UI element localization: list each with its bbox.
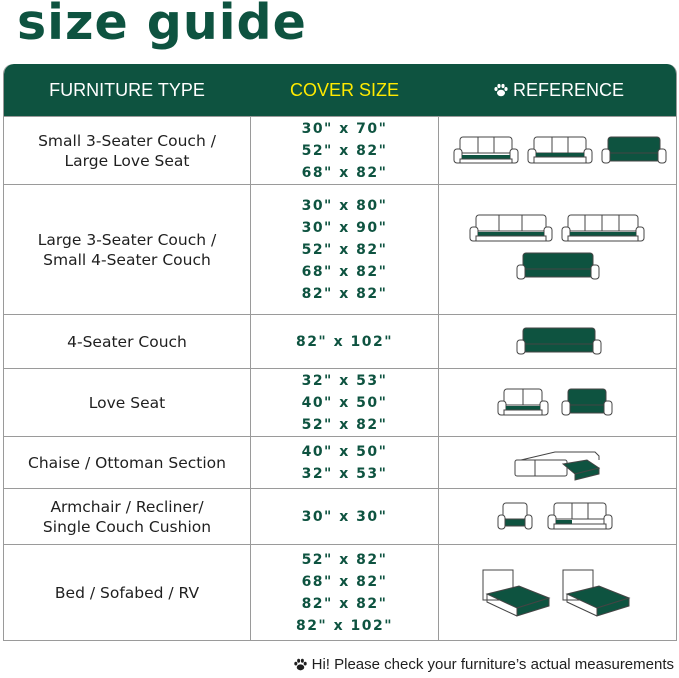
reference — [439, 489, 677, 544]
armchair-illustration — [494, 499, 624, 535]
size-value: 40" x 50" — [301, 443, 388, 460]
furniture-type-label: Love Seat — [88, 393, 166, 412]
table-row — [4, 184, 677, 314]
furniture-type — [4, 185, 250, 314]
furniture-type-label: Small 3-Seater Couch / Large Love Seat — [38, 131, 216, 170]
size-value: 30" x 80" — [301, 197, 388, 214]
sofa-illustration — [444, 205, 674, 295]
cover-size — [250, 117, 439, 184]
furniture-type — [4, 315, 250, 368]
size-value: 30" x 70" — [301, 120, 388, 137]
cover-size — [250, 545, 439, 641]
furniture-type — [4, 437, 250, 488]
sofa-illustration — [509, 324, 609, 360]
header-reference — [439, 64, 677, 116]
reference — [439, 315, 677, 368]
furniture-type-label: Chaise / Ottoman Section — [28, 453, 226, 472]
size-value: 32" x 53" — [301, 465, 388, 482]
size-value: 52" x 82" — [301, 241, 388, 258]
furniture-type-label: Bed / Sofabed / RV — [54, 584, 200, 602]
size-value: 30" x 90" — [301, 219, 388, 236]
table-row — [4, 436, 677, 488]
size-value: 30" x 30" — [301, 508, 388, 525]
furniture-type — [4, 489, 250, 544]
chaise-illustration — [509, 442, 609, 484]
header-furniture-type: FURNITURE TYPE — [49, 79, 205, 100]
size-value: 82" x 82" — [301, 285, 388, 302]
sofa-illustration — [444, 131, 674, 171]
size-value: 52" x 82" — [301, 416, 388, 433]
reference — [439, 437, 677, 488]
table-row — [4, 488, 677, 544]
size-value: 82" x 102" — [295, 618, 394, 634]
table-row — [4, 116, 677, 184]
size-value: 32" x 53" — [301, 372, 388, 389]
furniture-type-label: Large 3-Seater Couch / Small 4-Seater Couch — [37, 230, 217, 269]
cover-size — [250, 437, 439, 488]
furniture-type — [4, 545, 250, 641]
paw-icon — [493, 82, 509, 98]
page-title: size guide — [17, 0, 307, 51]
reference — [439, 545, 677, 641]
furniture-type — [4, 117, 250, 184]
reference — [439, 369, 677, 436]
reference — [439, 117, 677, 184]
footer-note — [293, 656, 674, 673]
size-value: 68" x 82" — [301, 263, 388, 280]
size-value: 68" x 82" — [301, 164, 388, 181]
cover-size — [250, 315, 439, 368]
loveseat-illustration — [494, 385, 624, 421]
size-value: 68" x 82" — [301, 574, 388, 590]
bed-illustration — [479, 566, 639, 620]
size-value: 82" x 102" — [295, 333, 394, 350]
paw-icon — [293, 657, 308, 672]
cover-size — [250, 489, 439, 544]
table-header — [4, 64, 677, 116]
footer-text: Hi! Please check your furniture’s actual measurements — [311, 656, 674, 673]
table-row — [4, 368, 677, 436]
furniture-type-label: 4-Seater Couch — [67, 332, 187, 351]
reference — [439, 185, 677, 314]
size-table — [3, 64, 677, 641]
header-reference-label: REFERENCE — [512, 79, 624, 100]
furniture-type — [4, 369, 250, 436]
cover-size — [250, 369, 439, 436]
table-row — [4, 314, 677, 368]
size-value: 82" x 82" — [301, 596, 388, 612]
table-row — [4, 544, 677, 641]
cover-size — [250, 185, 439, 314]
size-value: 52" x 82" — [301, 552, 388, 568]
furniture-type-label: Armchair / Recliner/ Single Couch Cushion — [42, 497, 212, 536]
size-value: 40" x 50" — [301, 394, 388, 411]
header-cover-size: COVER SIZE — [289, 79, 400, 100]
size-value: 52" x 82" — [301, 142, 388, 159]
